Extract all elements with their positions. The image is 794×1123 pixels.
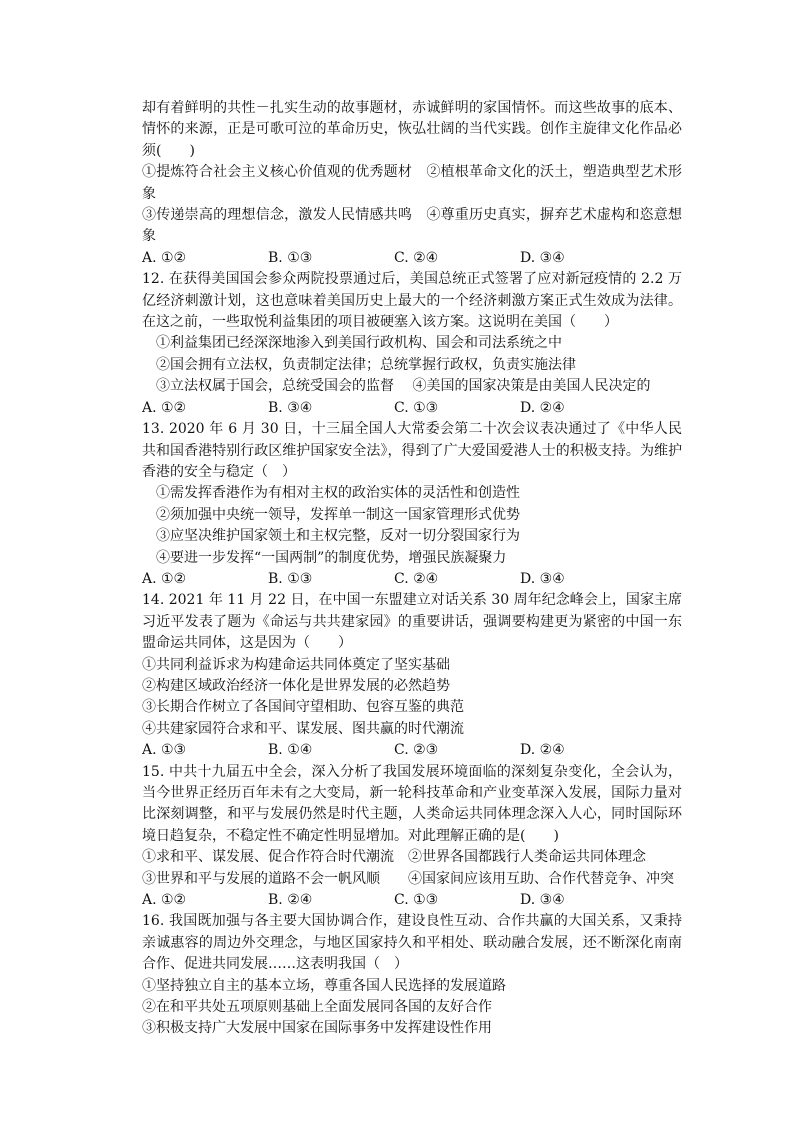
choice-c[interactable]: C. ②③	[394, 742, 439, 759]
answer-choices	[142, 398, 682, 419]
choice-d[interactable]: D. ②④	[520, 399, 565, 416]
statement-line: ③世界和平与发展的道路不会一帆风顺 ④国家间应该用互助、合作代替竞争、冲突	[142, 870, 674, 887]
statement-line: ③应坚决维护国家领土和主权完整，反对一切分裂国家行为	[156, 528, 520, 545]
choice-b[interactable]: B. ③④	[268, 399, 313, 416]
statement-line: ③积极支持广大发展中国家在国际事务中发挥建设性作用	[142, 1020, 492, 1037]
statement-line: ②在和平共处五项原则基础上全面发展同各国的友好合作	[142, 999, 492, 1016]
choice-b[interactable]: B. ①③	[268, 249, 313, 266]
statement-line: ②构建区域政治经济一体化是世界发展的必然趋势	[142, 677, 450, 694]
choice-c[interactable]: C. ②④	[394, 249, 439, 266]
answer-choices	[142, 890, 682, 911]
statement-line: ④共建家园符合求和平、谋发展、图共赢的时代潮流	[142, 720, 464, 737]
choice-b[interactable]: B. ①③	[268, 570, 313, 587]
statement-line: ①坚持独立自主的基本立场，尊重各国人民选择的发展道路	[142, 977, 506, 994]
statement-line: ②须加强中央统一领导，发挥单一制这一国家管理形式优势	[156, 506, 520, 523]
statement-line: ①共同利益诉求为构建命运共同体奠定了坚实基础	[142, 656, 450, 673]
question-16	[142, 911, 682, 1039]
choice-c[interactable]: C. ②④	[394, 570, 439, 587]
statement-line: ①求和平、谋发展、促合作符合时代潮流 ②世界各国都践行人类命运共同体理念	[142, 849, 646, 866]
answer-choices	[142, 569, 682, 590]
question-stem: 却有着鲜明的共性－扎实生动的故事题材，赤诚鲜明的家国情怀。而这些故事的底本、情怀的来源，正是可歌可泣的革命历史，恢弘壮阔的当代实践。创作主旋律文化作品必须( )	[142, 100, 682, 159]
choice-c[interactable]: C. ①③	[394, 399, 439, 416]
question-14	[142, 590, 682, 761]
statement-line: ①需发挥香港作为有相对主权的政治实体的灵活性和创造性	[156, 485, 520, 502]
statement-line: ①提炼符合社会主义核心价值观的优秀题材 ②植根革命文化的沃土，塑造典型艺术形象	[142, 164, 682, 202]
question-11-continued	[142, 98, 682, 269]
exam-page	[142, 98, 682, 1040]
answer-choices	[142, 740, 682, 761]
statement-line: ③立法权属于国会，总统受国会的监督 ④美国的国家决策是由美国人民决定的	[156, 378, 651, 395]
choice-d[interactable]: D. ③④	[520, 249, 565, 266]
choice-d[interactable]: D. ③④	[520, 570, 565, 587]
choice-a[interactable]: A. ①③	[142, 742, 187, 759]
answer-choices	[142, 248, 682, 269]
choice-a[interactable]: A. ①②	[142, 249, 187, 266]
choice-c[interactable]: C. ①③	[394, 892, 439, 909]
question-stem: 14. 2021 年 11 月 22 日，在中国一东盟建立对话关系 30 周年纪念峰会上，国家主席习近平发表了题为《命运与共共建家园》的重要讲话，强调要构建更为紧密的中国一东盟命运共同体，这是因为（ ）	[142, 592, 682, 652]
question-15	[142, 762, 682, 912]
question-stem: 16. 我国既加强与各主要大国协调合作，建设良性互动、合作共赢的大国关系，又秉持亲诚惠容的周边外交理念，与地区国家持久和平相处、联动融合发展，还不断深化南南合作、促进共同发展……这表明我国（ ）	[142, 913, 682, 973]
statement-line: ④要进一步发挥“一国两制”的制度优势，增强民族凝聚力	[156, 549, 507, 566]
choice-b[interactable]: B. ②④	[268, 892, 313, 909]
choice-a[interactable]: A. ①②	[142, 892, 187, 909]
statement-line: ③长期合作树立了各国间守望相助、包容互鉴的典范	[142, 699, 464, 716]
choice-d[interactable]: D. ③④	[520, 892, 565, 909]
choice-a[interactable]: A. ①②	[142, 399, 187, 416]
choice-d[interactable]: D. ②④	[520, 742, 565, 759]
question-stem: 13. 2020 年 6 月 30 日，十三届全国人大常委会第二十次会议表决通过了《中华人民共和国香港特别行政区维护国家安全法》，得到了广大爱国爱港人士的积极支持。为维护香港的安全与稳定（ ）	[142, 421, 682, 480]
statement-line: ②国会拥有立法权，负责制定法律；总统掌握行政权，负责实施法律	[156, 356, 576, 373]
statement-line: ③传递崇高的理想信念，激发人民情感共鸣 ④尊重历史真实，摒弃艺术虚构和恣意想象	[142, 207, 682, 245]
question-stem: 12. 在获得美国国会参众两院投票通过后，美国总统正式签署了应对新冠疫情的 2.2 万亿经济刺激计划，这也意味着美国历史上最大的一个经济刺激方案正式生效成为法律。在这之前，一些取悦利益集团的项目被硬塞入该方案。这说明在美国（ ）	[142, 271, 682, 331]
question-13	[142, 419, 682, 590]
question-stem: 15. 中共十九届五中全会，深入分析了我国发展环境面临的深刻复杂变化，全会认为，当今世界正经历百年未有之大变局，新一轮科技革命和产业变革深入发展，国际力量对比深刻调整，和平与发展仍然是时代主题，人类命运共同体理念深入人心，同时国际环境日趋复杂，不稳定性不确定性明显增加。对此理解正确的是( )	[142, 763, 682, 844]
choice-b[interactable]: B. ①④	[268, 742, 313, 759]
statement-line: ①利益集团已经深深地渗入到美国行政机构、国会和司法系统之中	[156, 335, 562, 352]
choice-a[interactable]: A. ①②	[142, 570, 187, 587]
question-12	[142, 269, 682, 419]
